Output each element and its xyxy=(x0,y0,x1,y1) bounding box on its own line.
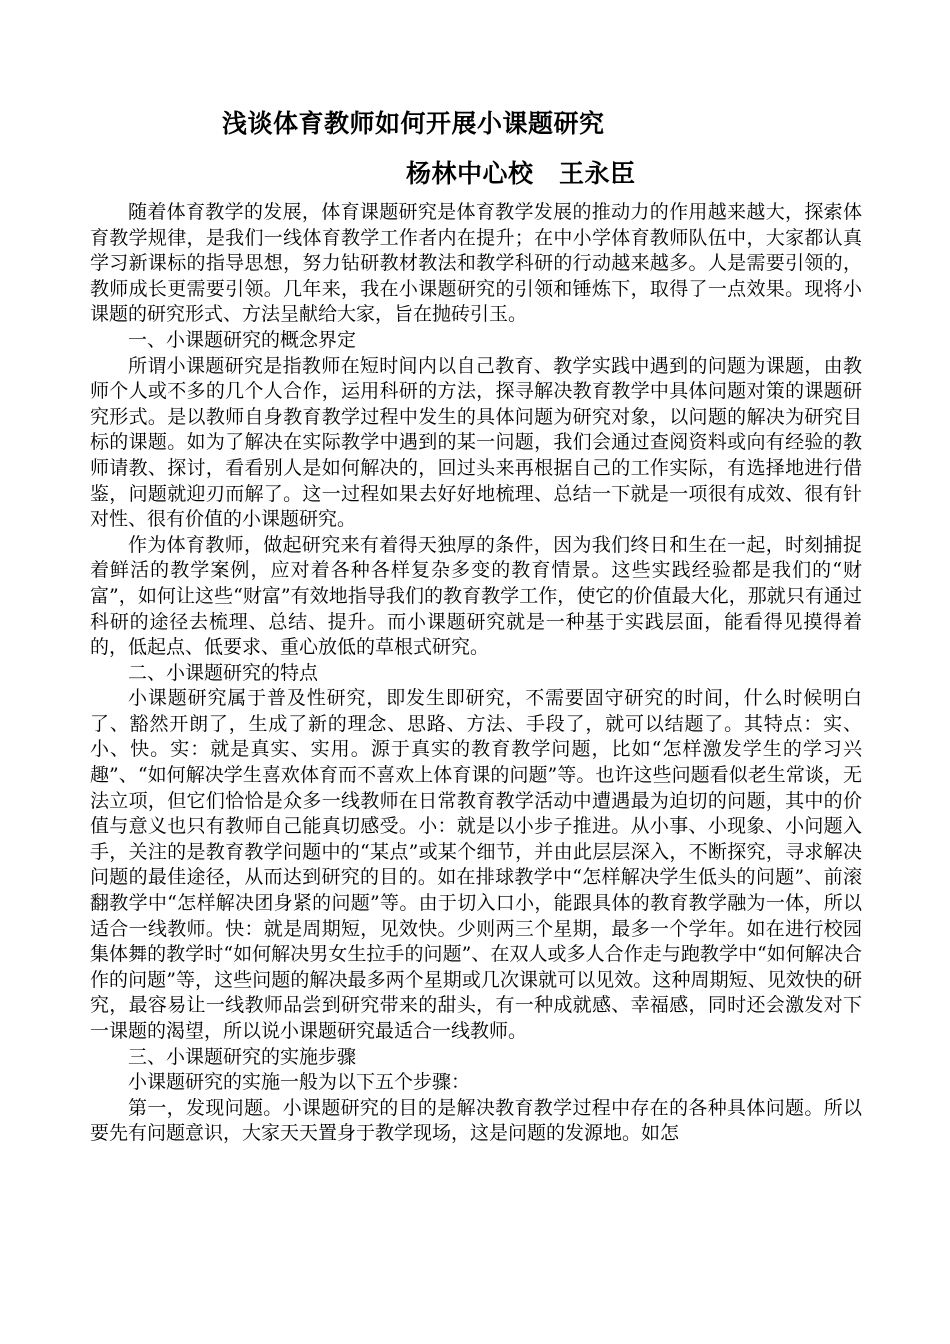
document-body xyxy=(90,200,862,1147)
paragraph-step-1: 第一，发现问题。小课题研究的目的是解决教育教学过程中存在的各种具体问题。所以要先有问题意识，大家天天置身于教学现场，这是问题的发源地。如怎 xyxy=(90,1096,862,1145)
section-heading-3: 三、小课题研究的实施步骤 xyxy=(128,1045,357,1068)
paragraph-intro: 随着体育教学的发展，体育课题研究是体育教学发展的推动力的作用越来越大，探索体育教学规律，是我们一线体育教学工作者内在提升；在中小学体育教师队伍中，大家都认真学习新课标的指导思想，努力钻研教材教法和教学科研的行动越来越多。人是需要引领的，教师成长更需要引领。几年来，我在小课题研究的引领和锤炼下，取得了一点效果。现将小课题的研究形式、方法呈献给大家，旨在抛砖引玉。 xyxy=(90,201,862,326)
paragraph-steps-intro: 小课题研究的实施一般为以下五个步骤： xyxy=(128,1071,471,1094)
author-byline: 杨林中心校 王永臣 xyxy=(406,159,636,188)
document-title: 浅谈体育教师如何开展小课题研究 xyxy=(222,109,605,138)
section-heading-2: 二、小课题研究的特点 xyxy=(128,661,319,684)
section-heading-1: 一、小课题研究的概念界定 xyxy=(128,328,357,351)
paragraph-features: 小课题研究属于普及性研究，即发生即研究，不需要固守研究的时间，什么时候明白了、豁然开朗了，生成了新的理念、思路、方法、手段了，就可以结题了。其特点：实、小、快。实：就是真实、实用。源于真实的教育教学问题，比如“怎样激发学生的学习兴趣”、“如何解决学生喜欢体育而不喜欢上体育课的问题”等。也许这些问题看似老生常谈，无法立项，但它们恰恰是众多一线教师在日常教育教学活动中遭遇最为迫切的问题，其中的价值与意义也只有教师自己能真切感受。小：就是以小步子推进。从小事、小现象、小问题入手，关注的是教育教学问题中的“某点”或某个细节，并由此层层深入，不断探究，寻求解决问题的最佳途径，从而达到研究的目的。如在排球教学中“怎样解决学生低头的问题”、前滚翻教学中“怎样解决团身紧的问题”等。由于切入口小，能跟具体的教育教学融为一体，所以适合一线教师。快：就是周期短，见效快。少则两三个星期，最多一个学年。如在进行校园集体舞的教学时“如何解决男女生拉手的问题”、在双人或多人合作走与跑教学中“如何解决合作的问题”等，这些问题的解决最多两个星期或几次课就可以见效。这种周期短、见效快的研究，最容易让一线教师品尝到研究带来的甜头，有一种成就感、幸福感，同时还会激发对下一课题的渴望，所以说小课题研究最适合一线教师。 xyxy=(90,687,862,1042)
paragraph-concept: 所谓小课题研究是指教师在短时间内以自己教育、教学实践中遇到的问题为课题，由教师个人或不多的几个人合作，运用科研的方法，探寻解决教育教学中具体问题对策的课题研究形式。是以教师自身教育教学过程中发生的具体问题为研究对象，以问题的解决为研究目标的课题。如为了解决在实际教学中遇到的某一问题，我们会通过查阅资料或向有经验的教师请教、探讨，看看别人是如何解决的，回过头来再根据自己的工作实际，有选择地进行借鉴，问题就迎刃而解了。这一过程如果去好好地梳理、总结一下就是一项很有成效、很有针对性、很有价值的小课题研究。 xyxy=(90,354,862,531)
paragraph-advantage: 作为体育教师，做起研究来有着得天独厚的条件，因为我们终日和生在一起，时刻捕捉着鲜活的教学案例，应对着各种各样复杂多变的教育情景。这些实践经验都是我们的“财富”，如何让这些“财富”有效地指导我们的教育教学工作，使它的价值最大化，那就只有通过科研的途径去梳理、总结、提升。而小课题研究就是一种基于实践层面，能看得见摸得着的，低起点、低要求、重心放低的草根式研究。 xyxy=(90,533,862,659)
